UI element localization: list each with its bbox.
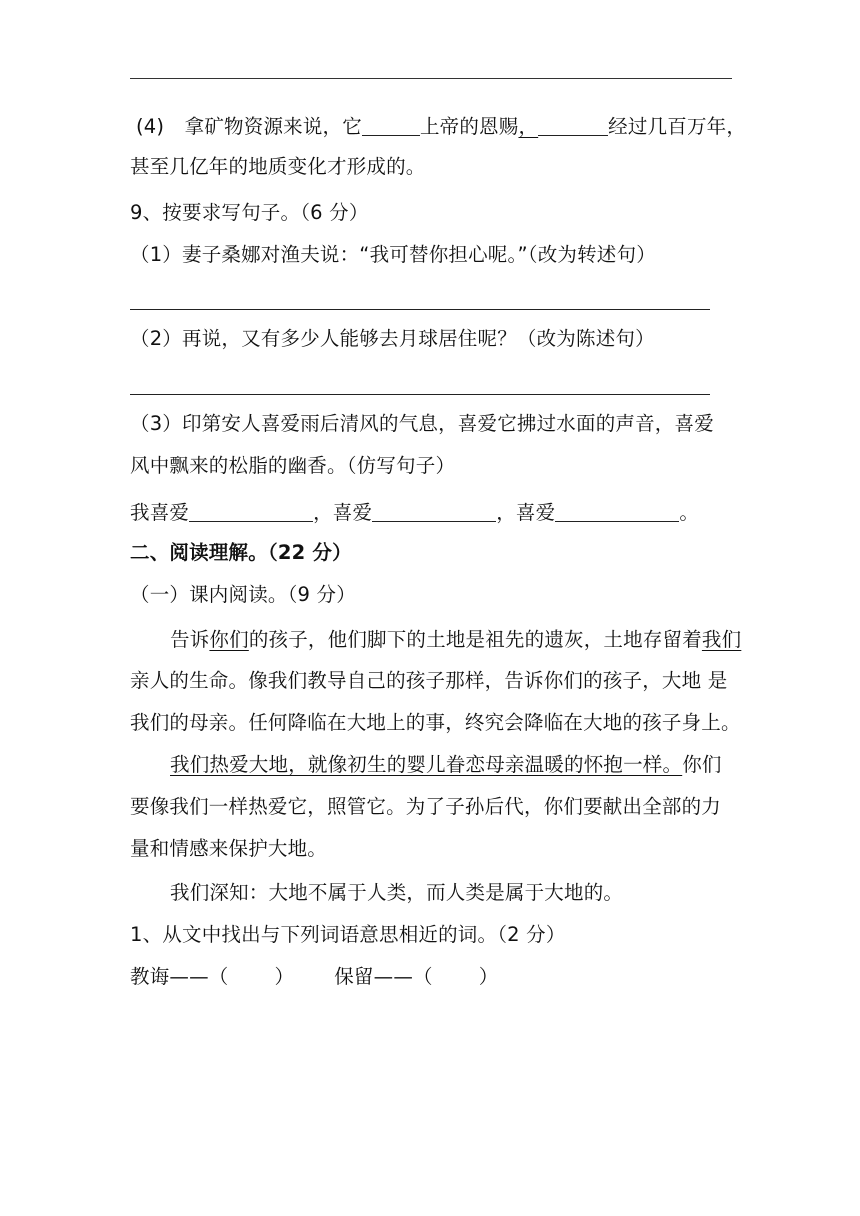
q9-item3-blank3[interactable] — [555, 501, 679, 522]
header-rule — [130, 78, 732, 79]
q8-item4-line2: 甚至几亿年的地质变化才形成的。 — [130, 155, 426, 178]
passage-p1-line2: 亲人的生命。像我们教导自己的孩子那样，告诉你们的孩子，大地 是 — [130, 669, 728, 692]
q9-item3-fill-line — [130, 500, 699, 526]
q8-item4-blank1[interactable] — [362, 115, 420, 136]
q9-item3-line2: 风中飘来的松脂的幽香。（仿写句子） — [130, 454, 456, 477]
passage-p2-a: 你们 — [682, 753, 722, 776]
passage-p3: 我们深知：大地不属于人类，而人类是属于大地的。 — [170, 881, 624, 904]
reading-q1-word2: 保留——（ — [334, 965, 433, 988]
q8-item4-text2: 上帝的恩赐 — [419, 115, 519, 138]
q9-item3-line1: （3）印第安人喜爱雨后清风的气息，喜爱它拂过水面的声音，喜爱 — [130, 412, 714, 435]
q9-item3-blank2[interactable] — [372, 501, 496, 522]
section2-title: 二、阅读理解。（22 分） — [130, 541, 352, 564]
q8-item4-blank2[interactable] — [538, 115, 608, 136]
q9-item3-blank1[interactable] — [189, 501, 313, 522]
q9-item1-answer-line[interactable] — [130, 309, 710, 310]
reading-q1-title: 1、从文中找出与下列词语意思相近的词。（2 分） — [130, 923, 566, 946]
passage-p2-underlined-sentence: 我们热爱大地，就像初生的婴儿眷恋母亲温暖的怀抱一样。 — [170, 753, 683, 776]
passage-p1-line1 — [170, 627, 741, 653]
q9-item3-fill-a: 我喜爱 — [130, 501, 190, 524]
q9-item3-fill-b: ，喜爱 — [313, 501, 373, 524]
q8-item4-number: (4) — [136, 115, 165, 138]
passage-p1-underlined-1: 你们 — [209, 628, 249, 651]
passage-p2-line1 — [170, 752, 722, 778]
q9-item1: （1）妻子桑娜对渔夫说：“我可替你担心呢。”（改为转述句） — [130, 243, 656, 266]
reading-q1-close2: ） — [478, 965, 499, 988]
reading-q1-words — [130, 964, 498, 990]
q8-item4-text1: 拿矿物资源来说，它 — [184, 115, 362, 138]
q9-item3-fill-c: ，喜爱 — [496, 501, 556, 524]
reading-q1-word1: 教诲——（ — [130, 965, 229, 988]
q9-item2: （2）再说，又有多少人能够去月球居住呢？（改为陈述句） — [130, 327, 655, 350]
q9-title: 9、按要求写句子。（6 分） — [130, 201, 369, 224]
q8-item4-text4: 经过几百万年， — [608, 115, 747, 138]
q8-item4-text3: ， — [518, 115, 539, 138]
section2-sub1: （一）课内阅读。（9 分） — [130, 583, 356, 606]
passage-p1-a: 告诉 — [170, 628, 210, 651]
passage-p2-line2: 要像我们一样热爱它，照管它。为了子孙后代，你们要献出全部的力 — [130, 795, 722, 818]
q8-item4-line1 — [130, 114, 746, 140]
passage-p1-line3: 我们的母亲。任何降临在大地上的事，终究会降临在大地的孩子身上。 — [130, 711, 741, 734]
passage-p1-underlined-2: 我们 — [701, 628, 742, 651]
q9-item2-answer-line[interactable] — [130, 394, 710, 395]
passage-p2-line3: 量和情感来保护大地。 — [130, 837, 328, 860]
reading-q1-close1: ） — [274, 965, 295, 988]
q9-item3-fill-d: 。 — [679, 501, 700, 524]
passage-p1-c: 的孩子，他们脚下的土地是祖先的遗灰，土地存留着 — [248, 628, 702, 651]
